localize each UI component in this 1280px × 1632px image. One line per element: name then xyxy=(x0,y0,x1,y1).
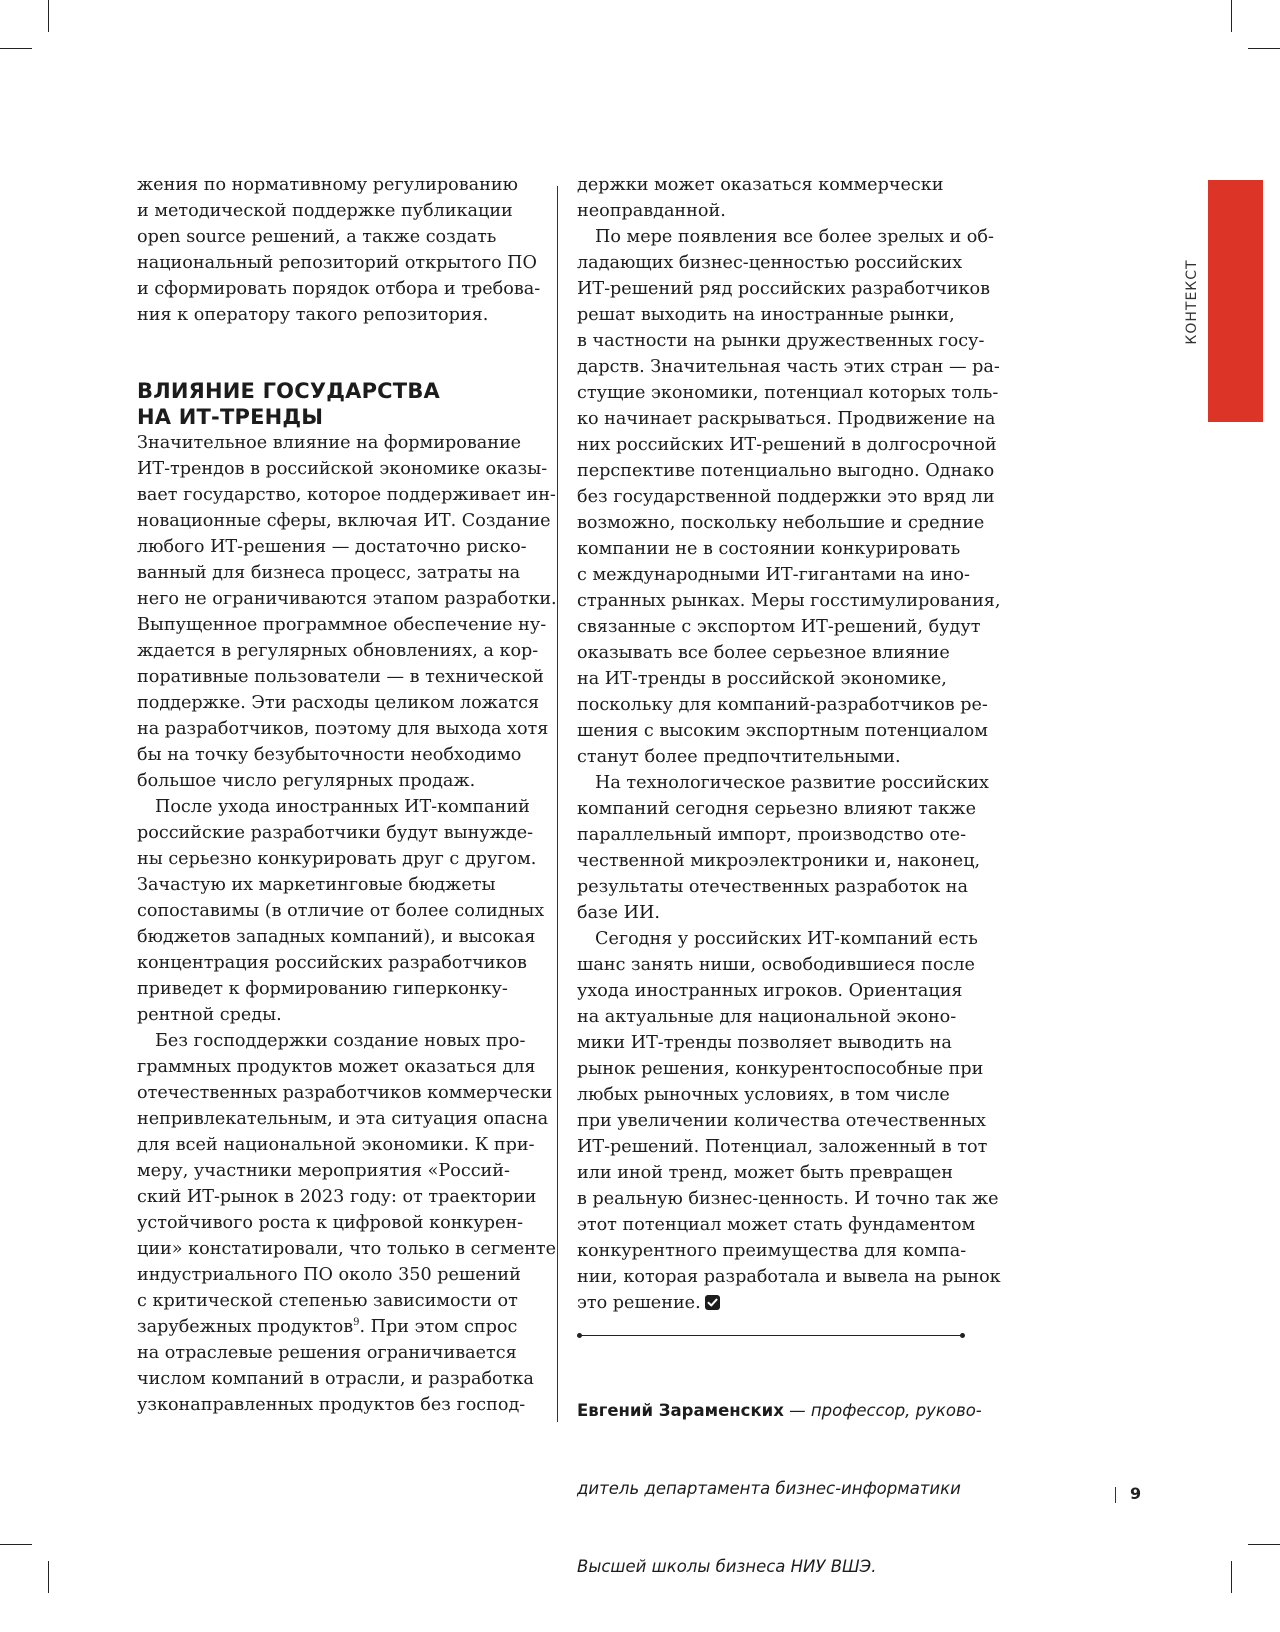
text-line: чественной микроэлектроники и, наконец, xyxy=(577,851,981,871)
author-dash: — xyxy=(783,1401,811,1420)
text-line: и сформировать порядок отбора и требова- xyxy=(137,279,541,299)
heading-line: ВЛИЯНИЕ ГОСУДАРСТВА xyxy=(137,379,440,403)
footnote-tail: . При этом спрос xyxy=(359,1317,518,1337)
text-line: бюджетов западных компаний), и высокая xyxy=(137,927,536,947)
text-line: мики ИТ-тренды позволяет выводить на xyxy=(577,1033,952,1053)
text-line: любых рыночных условиях, в том числе xyxy=(577,1085,950,1105)
text-line: российские разработчики будут вынужде- xyxy=(137,823,534,843)
text-line: него не ограничиваются этапом разработки. xyxy=(137,589,557,609)
crop-mark xyxy=(1248,1544,1280,1545)
text-line: шения с высоким экспортным потенциалом xyxy=(577,721,988,741)
text-line: станут более предпочтительными. xyxy=(577,747,901,767)
check-square-icon xyxy=(705,1295,720,1310)
text-line: на актуальные для национальной эконо- xyxy=(577,1007,957,1027)
text-line: приведет к формированию гиперконку- xyxy=(137,979,508,999)
right-column xyxy=(577,172,1001,1632)
heading-line: НА ИТ-ТРЕНДЫ xyxy=(137,405,324,429)
text-line: дарств. Значительная часть этих стран — ра- xyxy=(577,357,1000,377)
text-line: на отраслевые решения ограничивается xyxy=(137,1343,517,1363)
text-line: этот потенциал может стать фундаментом xyxy=(577,1215,976,1235)
text-line: поддержке. Эти расходы целиком ложатся xyxy=(137,693,540,713)
left-paragraph-2 xyxy=(137,430,557,794)
text-line: новационные сферы, включая ИТ. Создание xyxy=(137,511,551,531)
text-line: бы на точку безубыточности необходимо xyxy=(137,745,522,765)
text-line: шанс занять ниши, освободившиеся после xyxy=(577,955,975,975)
text-line: ванный для бизнеса процесс, затраты на xyxy=(137,563,521,583)
text-line: рентной среды. xyxy=(137,1005,282,1025)
text-line: неоправданной. xyxy=(577,201,726,221)
text-line: отечественных разработчиков коммерчески xyxy=(137,1083,553,1103)
text-line: числом компаний в отрасли, и разработка xyxy=(137,1369,534,1389)
left-column xyxy=(137,172,557,1418)
section-heading xyxy=(137,378,537,430)
text-line: Сегодня у российских ИТ-компаний есть xyxy=(595,929,978,949)
text-line: концентрация российских разработчиков xyxy=(137,953,527,973)
text-line: перспективе потенциально выгодно. Однако xyxy=(577,461,995,481)
text-line: оказывать все более серьезное влияние xyxy=(577,643,950,663)
text-line: держки может оказаться коммерчески xyxy=(577,175,944,195)
text-line: на ИТ-тренды в российской экономике, xyxy=(577,669,947,689)
text-line: По мере появления все более зрелых и об- xyxy=(595,227,994,247)
text-line: меру, участники мероприятия «Россий- xyxy=(137,1161,510,1181)
text-line: в реальную бизнес-ценность. И точно так же xyxy=(577,1189,999,1209)
text-line: Без господдержки создание новых про- xyxy=(155,1031,526,1051)
crop-mark xyxy=(48,1561,49,1593)
text-line: непривлекательным, и эта ситуация опасна xyxy=(137,1109,549,1129)
text-line: для всей национальной экономики. К при- xyxy=(137,1135,535,1155)
text-line: без государственной поддержки это вряд ли xyxy=(577,487,995,507)
author-name: Евгений Зараменских xyxy=(577,1401,784,1420)
text-line: На технологическое развитие российских xyxy=(595,773,989,793)
text-line: и методической поддержке публикации xyxy=(137,201,513,221)
text-line: ко начинает раскрываться. Продвижение на xyxy=(577,409,996,429)
footnote-text: зарубежных продуктов xyxy=(137,1317,354,1337)
text-line: Зачастую их маркетинговые бюджеты xyxy=(137,875,496,895)
right-paragraph-4 xyxy=(577,926,1001,1316)
section-tab xyxy=(1208,180,1263,422)
text-line: сопоставимы (в отличие от более солидных xyxy=(137,901,545,921)
text-line: ждается в регулярных обновлениях, а кор- xyxy=(137,641,539,661)
text-line: возможно, поскольку небольшие и средние xyxy=(577,513,985,533)
text-line: национальный репозиторий открытого ПО xyxy=(137,253,537,273)
right-paragraph-3 xyxy=(577,770,989,926)
text-line: поскольку для компаний-разработчиков ре- xyxy=(577,695,988,715)
text-line: связанные с экспортом ИТ-решений, будут xyxy=(577,617,981,637)
crop-mark xyxy=(0,48,32,49)
left-paragraph-3 xyxy=(137,794,545,1028)
text-line: компании не в состоянии конкурировать xyxy=(577,539,961,559)
text-line: результаты отечественных разработок на xyxy=(577,877,968,897)
text-line: рынок решения, конкурентоспособные при xyxy=(577,1059,984,1079)
text-line: на разработчиков, поэтому для выхода хотя xyxy=(137,719,549,739)
text-line: ции» констатировали, что только в сегменте xyxy=(137,1239,557,1259)
text-line: конкурентного преимущества для компа- xyxy=(577,1241,967,1261)
text-line: поративные пользователи — в технической xyxy=(137,667,544,687)
footnote-ref[interactable]: 9 xyxy=(353,1317,360,1328)
crop-mark xyxy=(1231,0,1232,32)
author-role: дитель департамента бизнес-информатики xyxy=(577,1479,961,1498)
author-divider xyxy=(577,1330,965,1342)
text-line: узконаправленных продуктов без господ- xyxy=(137,1395,526,1415)
author-line xyxy=(577,1398,982,1424)
text-line: граммных продуктов может оказаться для xyxy=(137,1057,536,1077)
text-line: компаний сегодня серьезно влияют также xyxy=(577,799,976,819)
divider-line xyxy=(580,1335,962,1336)
crop-mark xyxy=(1231,1561,1232,1593)
text-line: базе ИИ. xyxy=(577,903,660,923)
text-line: с критической степенью зависимости от xyxy=(137,1291,518,1311)
text-line: ский ИТ-рынок в 2023 году: от траектории xyxy=(137,1187,537,1207)
text-line: open source решений, а также создать xyxy=(137,227,497,247)
text-line: решат выходить на иностранные рынки, xyxy=(577,305,955,325)
text-line: После ухода иностранных ИТ-компаний xyxy=(155,797,530,817)
text-line: любого ИТ-решения — достаточно риско- xyxy=(137,537,527,557)
text-line: большое число регулярных продаж. xyxy=(137,771,476,791)
text-line: ИТ-решений ряд российских разработчиков xyxy=(577,279,990,299)
right-paragraph-2 xyxy=(577,224,1001,770)
crop-mark xyxy=(48,0,49,32)
author-role: Высшей школы бизнеса НИУ ВШЭ. xyxy=(577,1557,877,1576)
section-tab-label: КОНТЕКСТ xyxy=(1184,259,1200,345)
author-credit xyxy=(577,1346,982,1632)
text-line: ния к оператору такого репозитория. xyxy=(137,305,489,325)
text-line: устойчивого роста к цифровой конкурен- xyxy=(137,1213,524,1233)
text-line: ИТ-решений. Потенциал, заложенный в тот xyxy=(577,1137,988,1157)
text-line: нии, которая разработала и вывела на рынок xyxy=(577,1267,1001,1287)
text-line-final xyxy=(577,1290,977,1316)
final-text: это решение. xyxy=(577,1293,701,1313)
text-line: с международными ИТ-гигантами на ино- xyxy=(577,565,970,585)
text-line: странных рынках. Меры госстимулирования, xyxy=(577,591,1001,611)
text-line: ны серьезно конкурировать друг с другом. xyxy=(137,849,537,869)
text-line: или иной тренд, может быть превращен xyxy=(577,1163,953,1183)
crop-mark xyxy=(0,1544,32,1545)
text-line: ладающих бизнес-ценностью российских xyxy=(577,253,963,273)
text-line-footnote xyxy=(137,1314,537,1340)
crop-mark xyxy=(1248,48,1280,49)
text-line: индустриального ПО около 350 решений xyxy=(137,1265,521,1285)
text-line: Значительное влияние на формирование xyxy=(137,433,522,453)
text-line: жения по нормативному регулированию xyxy=(137,175,518,195)
left-paragraph-1 xyxy=(137,172,541,328)
page-number: 9 xyxy=(1130,1484,1142,1503)
text-line: них российских ИТ-решений в долгосрочной xyxy=(577,435,997,455)
text-line: Выпущенное программное обеспечение ну- xyxy=(137,615,547,635)
text-line: ИТ-трендов в российской экономике оказы- xyxy=(137,459,548,479)
text-line: ухода иностранных игроков. Ориентация xyxy=(577,981,963,1001)
text-line: при увеличении количества отечественных xyxy=(577,1111,986,1131)
column-divider xyxy=(557,186,558,1422)
author-role: профессор, руково- xyxy=(810,1401,982,1420)
left-paragraph-4 xyxy=(137,1028,557,1418)
text-line: вает государство, которое поддерживает ин- xyxy=(137,485,556,505)
folio-divider xyxy=(1115,1487,1116,1503)
right-paragraph-1 xyxy=(577,172,977,224)
text-line: параллельный импорт, производство оте- xyxy=(577,825,967,845)
divider-dot xyxy=(960,1333,965,1338)
text-line: в частности на рынки дружественных госу- xyxy=(577,331,985,351)
text-line: стущие экономики, потенциал которых толь- xyxy=(577,383,999,403)
